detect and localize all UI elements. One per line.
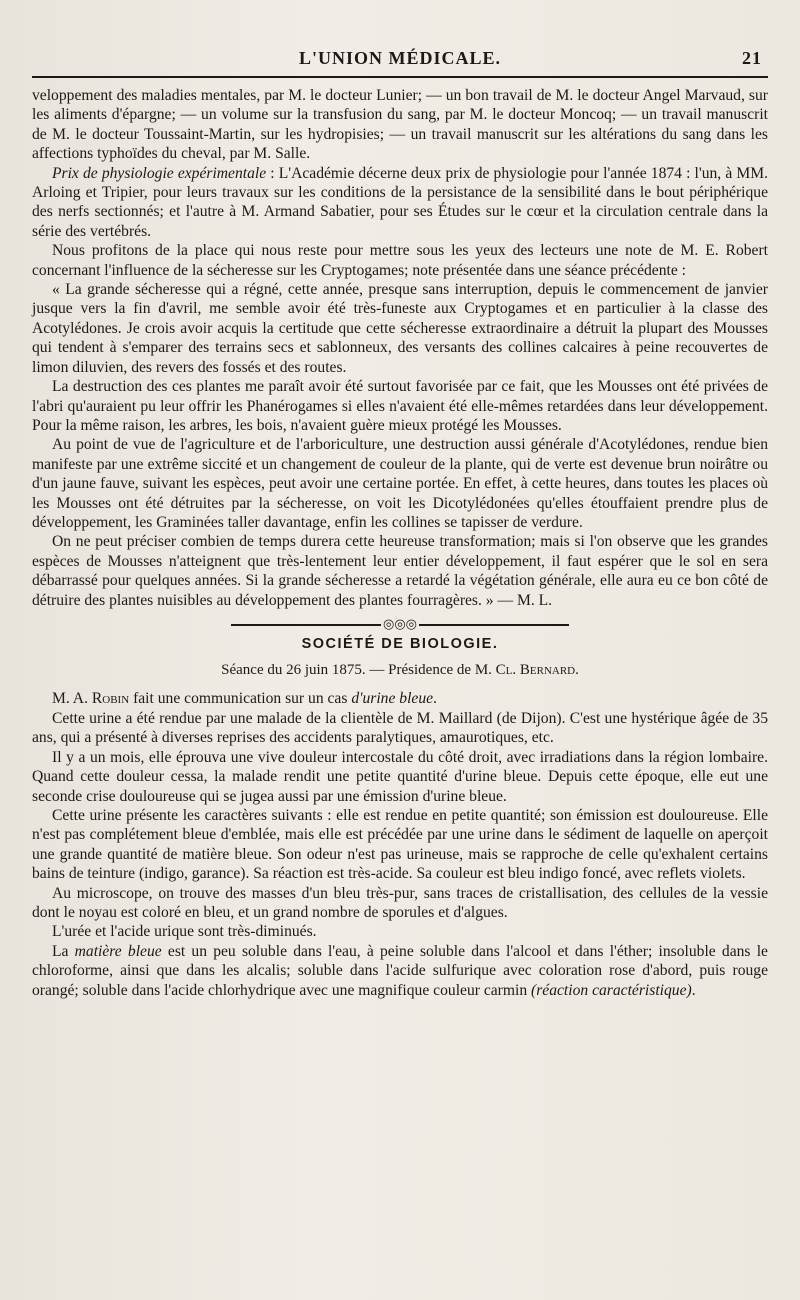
- robin-end: .: [433, 690, 437, 708]
- paragraph-body-2: Il y a un mois, elle éprouva une vive douleur intercostale du côté droit, avec irradiations dans la région lombaire. Quand cette douleur cessa, la malade rendit une petite quantité d'urine bleue. Depuis cette époque, elle eut une seconde crise douloureuse qui se jugea aussi par une émission d'urine bleue.: [32, 748, 768, 805]
- paragraph-robin: [32, 689, 768, 708]
- paragraph-quote-3: Au point de vue de l'agriculture et de l'arboriculture, une destruction aussi générale d'Acotylédones, rendue bien manifeste par une extrême siccité et un changement de couleur de la plante, qui de verte est devenue brun noirâtre ou d'un jaune fauve, suivant les espèces, peut avoir une certaine portée. En effet, à cette heures, dans toutes les places où les Mousses ont été détruites par la sécheresse, on voit les Dicotylédonées qu'elles étouffaient prendre plus de développement, les Graminées taller davantage, enfin les collines se tapisser de verdure.: [32, 436, 768, 531]
- robin-italic: d'urine bleue: [351, 690, 434, 708]
- paragraph-body-1: Cette urine a été rendue par une malade de la clientèle de M. Maillard (de Dijon). C'est une hystérique âgée de 35 ans, qui a présenté à diverses reprises des accidents paralytiques, amaurotiques, etc.: [32, 709, 768, 747]
- paragraph-body-4: Au microscope, on trouve des masses d'un bleu très-pur, sans traces de cristallisation, des cellules de la vessie dont le noyau est coloré en bleu, et un grand nombre de sporules et d'algues.: [32, 884, 768, 921]
- session-suffix: .: [575, 662, 579, 679]
- paragraph-note-intro: Nous profitons de la place qui nous reste pour mettre sous les yeux des lecteurs une note de M. E. Robert concernant l'influence de la sécheresse sur les Cryptogames; note présentée dans une séance précédente :: [32, 242, 768, 279]
- prix-text: : L'Académie décerne deux prix de physiologie pour l'année 1874 : l'un, à MM. Arloing et Tripier, pour leurs travaux sur les conditions de la persistance de la sensibilité dans le bout périphérique des nerfs sectionnés; et l'autre à M. Armand Sabatier, pour ses Études sur le cœur et la circulation centrale dans la série des vertébrés.: [32, 164, 768, 240]
- journal-title: L'UNION MÉDICALE.: [298, 48, 502, 68]
- last-italic-1: matière bleue: [74, 942, 162, 960]
- robin-mid: fait une communication sur un cas: [129, 690, 352, 708]
- prix-label: Prix de physiologie expérimentale: [52, 164, 267, 182]
- section-title: SOCIÉTÉ DE BIOLOGIE.: [301, 636, 499, 653]
- last-italic-2: (réaction caractéristique): [531, 981, 692, 999]
- ornament-beads: ◎◎◎: [382, 616, 418, 632]
- section-ornament: [32, 618, 768, 633]
- session-prefix: Séance du 26 juin 1875. — Présidence de M.: [221, 662, 496, 679]
- ornament-bar-right: [419, 624, 569, 626]
- last-mid: est un peu soluble dans l'eau, à peine soluble dans l'alcool et dans l'éther; insoluble dans le chloroforme, ainsi que dans les alcalis; soluble dans l'acide sulfurique avec coloration rose d'abord, puis rouge orangé; soluble dans l'acide chlorhydrique avec une magnifique couleur carmin: [32, 942, 768, 999]
- paragraph-body-3: Cette urine présente les caractères suivants : elle est rendue en petite quantité; son émission est douloureuse. Elle n'est pas complétement bleue d'emblée, mais elle est précédée par une urine dans le sédiment de laquelle on aperçoit une grande quantité de matière bleue. Son odeur n'est pas urineuse, mais se rapproche de celle qu'exhalent certains bains de teinture (indigo, garance). Sa réaction est très-acide. Sa couleur est bleu indigo foncé, avec reflets violets.: [32, 806, 768, 883]
- robin-name: Robin: [91, 690, 130, 708]
- running-header: [32, 48, 768, 76]
- paragraph-last: [32, 942, 768, 1000]
- session-line: [32, 662, 768, 679]
- paragraph-quote-4: On ne peut préciser combien de temps durera cette heureuse transformation; mais si l'on observe que les grandes espèces de Mousses n'atteignent que très-lentement leur entier développement, il faut espérer que le sol en sera débarrassé pour quelques années. Si la grande sécheresse a retardé la végétation générale, elle aura eu ce bon côté de détruire des plantes nuisibles au développement des plantes fourragères. » — M. L.: [32, 533, 768, 609]
- header-rule: [32, 76, 768, 78]
- paragraph-quote-2: La destruction des ces plantes me paraît avoir été surtout favorisée par ce fait, que les Mousses ont été privées de l'abri qu'auraient pu leur offrir les Phanérogames si elles n'avaient été elle-mêmes retardées dans leur développement. Pour la même raison, les arbres, les bois, n'avaient guère mieux protégé les Mousses.: [32, 378, 768, 434]
- last-lead: La: [52, 942, 75, 960]
- last-end: .: [691, 981, 696, 999]
- paragraph-body-5: L'urée et l'acide urique sont très-diminués.: [52, 923, 317, 941]
- session-president: Cl. Bernard: [495, 662, 576, 679]
- paragraph-prix: [32, 164, 768, 242]
- paragraph-continued: veloppement des maladies mentales, par M. le docteur Lunier; — un bon travail de M. le docteur Angel Marvaud, sur les aliments d'épargne; — un volume sur la transfusion du sang, par M. le docteur Moncoq; — un travail manuscrit de M. le docteur Toussaint-Martin, sur les hydropisies; — un travail manuscrit sur les altérations du sang dans les affections typhoïdes du cheval, par M. Salle.: [32, 87, 768, 163]
- page-number: 21: [742, 48, 762, 68]
- paragraph-quote-1: « La grande sécheresse qui a régné, cette année, presque sans interruption, depuis le commencement de janvier jusque vers la fin d'avril, me semble avoir été très-funeste aux Cryptogames et en particulier à la classe des Acotylédones. Je crois avoir acquis la certitude que cette sécheresse extraordinaire a détruit la plupart des Mousses qui tendent à s'emparer des terrains secs et sablonneux, des versants des collines calcaires à peine recouvertes de limon diluvien, des revers des fossés et des routes.: [32, 281, 768, 376]
- robin-lead: M. A.: [52, 690, 92, 708]
- ornament-bar-left: [231, 624, 381, 626]
